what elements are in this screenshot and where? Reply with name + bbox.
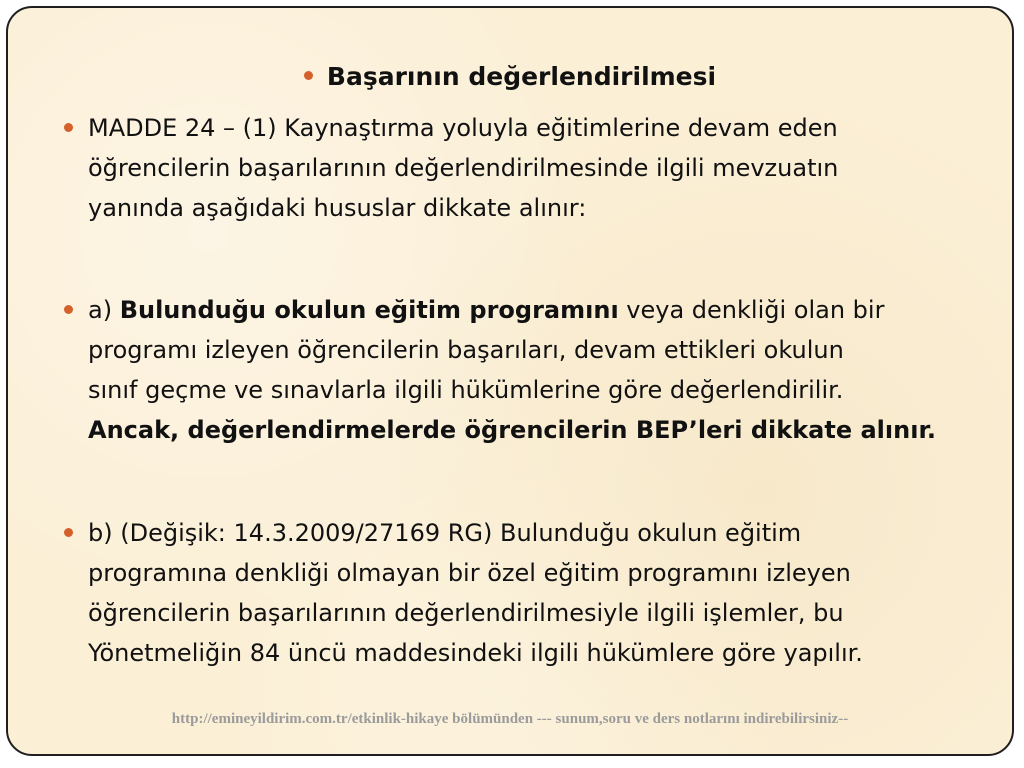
bullet-icon xyxy=(64,305,73,314)
paragraph-line: MADDE 24 – (1) Kaynaştırma yoluyla eğitimlerine devam eden xyxy=(88,114,838,142)
paragraph-line: Yönetmeliğin 84 üncü maddesindeki ilgili hükümlere göre yapılır. xyxy=(88,639,863,667)
slide-heading: Başarının değerlendirilmesi xyxy=(326,62,717,91)
paragraph-line xyxy=(88,290,978,330)
paragraph-madde-24 xyxy=(88,108,978,228)
paragraph-line: b) (Değişik: 14.3.2009/27169 RG) Bulunduğu okulun eğitim xyxy=(88,519,802,547)
bold-phrase: Bulunduğu okulun eğitim programını xyxy=(119,296,619,324)
paragraph-line: programına denkliği olmayan bir özel eğitim programını izleyen xyxy=(88,559,851,587)
paragraph-item-a xyxy=(88,290,978,450)
bullet-icon xyxy=(64,123,73,132)
bullet-icon xyxy=(304,71,313,80)
paragraph-line: yanında aşağıdaki hususlar dikkate alınır: xyxy=(88,194,587,222)
slide-heading-row xyxy=(8,62,1012,91)
paragraph-line: öğrencilerin başarılarının değerlendirilmesiyle ilgili işlemler, bu xyxy=(88,599,844,627)
slide xyxy=(6,6,1014,756)
bold-note: Ancak, değerlendirmelerde öğrencilerin BEP’leri dikkate alınır. xyxy=(88,416,936,444)
paragraph-line: öğrencilerin başarılarının değerlendirilmesinde ilgili mevzuatın xyxy=(88,154,839,182)
line-rest: veya denkliği olan bir xyxy=(618,296,885,324)
paragraph-line: programı izleyen öğrencilerin başarıları, devam ettikleri okulun xyxy=(88,336,844,364)
bullet-icon xyxy=(64,528,73,537)
paragraph-line: sınıf geçme ve sınavlarla ilgili hükümlerine göre değerlendirilir. xyxy=(88,376,844,404)
footer-url-text: http://emineyildirim.com.tr/etkinlik-hikaye bölümünden --- sunum,soru ve ders notlarını indirebilirsiniz-- xyxy=(171,711,849,727)
paragraph-item-b xyxy=(88,513,978,673)
item-prefix: a) xyxy=(88,296,120,324)
